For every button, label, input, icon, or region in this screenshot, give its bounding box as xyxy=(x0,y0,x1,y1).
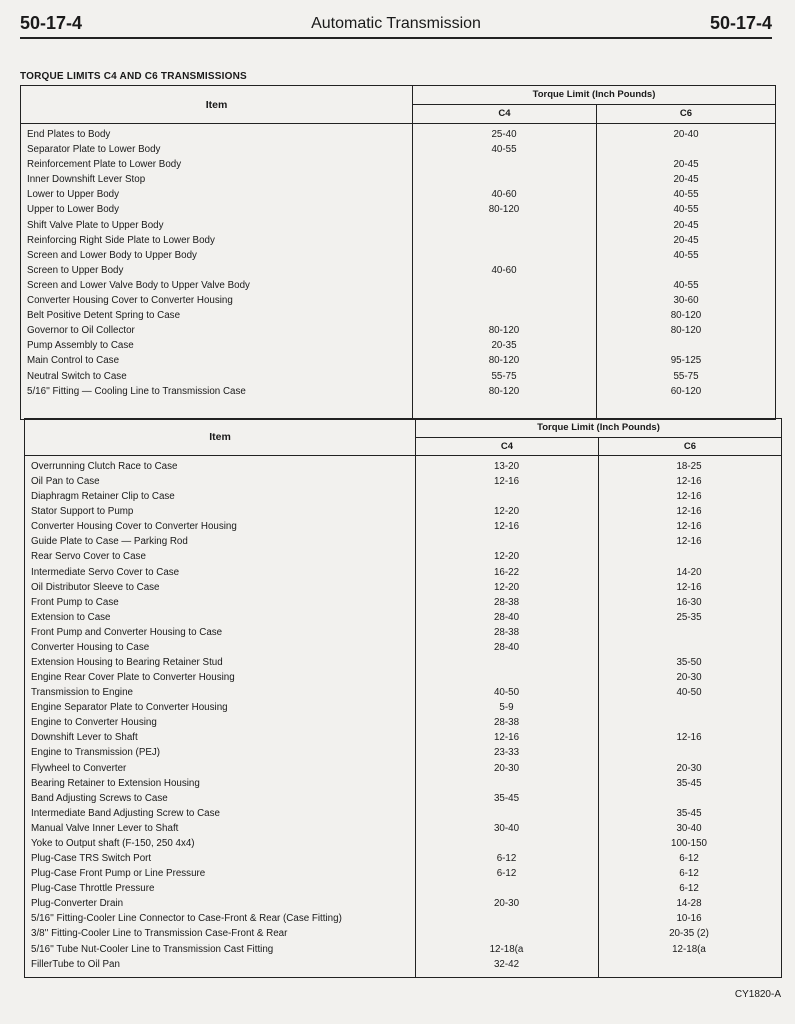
item-label: Engine Separator Plate to Converter Housing xyxy=(31,702,228,714)
item-label: Engine to Converter Housing xyxy=(31,717,157,729)
item-label: Screen and Lower Valve Body to Upper Valve Body xyxy=(27,279,250,291)
item-label: Upper to Lower Body xyxy=(27,204,120,216)
c4-value: 13-20 xyxy=(493,461,520,472)
c6-value: 12-18(a xyxy=(672,943,706,955)
table-row xyxy=(21,129,775,144)
table-row xyxy=(25,732,781,747)
c6-value: 100-150 xyxy=(671,837,707,849)
item-label: 5/16'' Tube Nut-Cooler Line to Transmission Cast Fitting xyxy=(31,943,274,955)
item-label: Lower to Upper Body xyxy=(27,189,120,201)
c4-value: 25-40 xyxy=(491,129,517,140)
table-row xyxy=(21,235,775,250)
item-label: Converter Housing Cover to Converter Housing xyxy=(27,295,233,307)
item-column-header: Item xyxy=(25,419,416,456)
table-row xyxy=(21,174,775,189)
item-label: 5/16'' Fitting-Cooler Line Connector to Case-Front & Rear (Case Fitting) xyxy=(31,913,342,925)
c6-value: 30-40 xyxy=(676,822,702,834)
table-row xyxy=(25,672,781,687)
table-row xyxy=(25,808,781,823)
table-row xyxy=(25,627,781,642)
table-row xyxy=(25,853,781,868)
c6-value: 12-16 xyxy=(676,581,702,593)
c4-column-header: C4 xyxy=(416,438,598,456)
item-label: Bearing Retainer to Extension Housing xyxy=(31,777,200,789)
table-row xyxy=(25,476,781,491)
table-row xyxy=(25,612,781,627)
table-row xyxy=(25,717,781,732)
c6-value: 20-45 xyxy=(673,159,699,171)
c4-value: 12-20 xyxy=(493,551,520,563)
c6-value: 20-30 xyxy=(676,762,702,774)
item-label: Belt Positive Detent Spring to Case xyxy=(27,310,181,322)
table-row xyxy=(25,551,781,566)
table-row xyxy=(21,340,775,355)
torque-limit-header: Torque Limit (Inch Pounds) xyxy=(416,419,781,438)
c4-value: 28-38 xyxy=(493,596,520,608)
item-label: Transmission to Engine xyxy=(31,687,134,699)
item-label: Yoke to Output shaft (F-150, 250 4x4) xyxy=(31,837,195,849)
c4-value: 5-9 xyxy=(499,702,514,714)
item-label: Diaphragm Retainer Clip to Case xyxy=(31,491,175,503)
table-row xyxy=(21,204,775,219)
c6-value: 6-12 xyxy=(679,853,699,865)
c6-value: 55-75 xyxy=(673,370,699,382)
table-row xyxy=(21,386,775,401)
c4-value: 28-38 xyxy=(493,626,520,638)
table-row xyxy=(25,491,781,506)
c6-value: 35-45 xyxy=(676,807,702,819)
item-label: Converter Housing Cover to Converter Housing xyxy=(31,521,237,533)
item-label: 3/8'' Fitting-Cooler Line to Transmission Case-Front & Rear xyxy=(31,928,288,940)
item-label: Plug-Case Front Pump or Line Pressure xyxy=(31,868,206,880)
table-row xyxy=(25,582,781,597)
table-row xyxy=(25,823,781,838)
table-row xyxy=(21,159,775,174)
item-label: Front Pump and Converter Housing to Case xyxy=(31,626,223,638)
table-row xyxy=(25,883,781,898)
c6-value: 40-55 xyxy=(673,204,699,216)
item-label: Separator Plate to Lower Body xyxy=(27,144,161,156)
c4-value: 40-50 xyxy=(493,687,520,699)
item-label: Neutral Switch to Case xyxy=(27,370,127,382)
item-label: Converter Housing to Case xyxy=(31,641,150,653)
item-label: Reinforcing Right Side Plate to Lower Body xyxy=(27,234,215,246)
c4-value: 80-120 xyxy=(488,385,520,397)
table-row xyxy=(25,506,781,521)
table-row xyxy=(25,868,781,883)
c4-value: 12-16 xyxy=(493,732,520,744)
c6-value: 12-16 xyxy=(676,521,702,533)
item-label: Engine Rear Cover Plate to Converter Housing xyxy=(31,672,235,684)
item-label: Rear Servo Cover to Case xyxy=(31,551,146,563)
c6-value: 14-20 xyxy=(676,566,702,578)
item-label: Extension to Case xyxy=(31,611,111,623)
table-caption: TORQUE LIMITS C4 AND C6 TRANSMISSIONS xyxy=(20,71,247,82)
item-label: Stator Support to Pump xyxy=(31,506,134,518)
table-row xyxy=(25,944,781,959)
c6-value: 20-45 xyxy=(673,174,699,186)
item-label: Front Pump to Case xyxy=(31,596,119,608)
c4-value: 40-60 xyxy=(491,189,517,201)
c4-value: 12-16 xyxy=(493,521,520,533)
c6-value: 40-55 xyxy=(673,279,699,291)
table-row xyxy=(21,295,775,310)
item-column-header: Item xyxy=(21,86,413,124)
item-label: Plug-Case TRS Switch Port xyxy=(31,853,152,865)
item-label: Screen and Lower Body to Upper Body xyxy=(27,249,197,261)
table-row xyxy=(21,371,775,386)
c6-value: 20-40 xyxy=(673,129,699,140)
table-row xyxy=(25,567,781,582)
page-number-left: 50-17-4 xyxy=(20,13,83,33)
c6-value: 80-120 xyxy=(670,325,702,337)
item-label: End Plates to Body xyxy=(27,129,111,140)
page-header xyxy=(20,10,772,40)
item-label: FillerTube to Oil Pan xyxy=(31,958,120,970)
torque-limit-header: Torque Limit (Inch Pounds) xyxy=(413,86,775,105)
table-row xyxy=(25,778,781,793)
c6-value: 18-25 xyxy=(676,461,702,472)
c4-column-header: C4 xyxy=(413,105,596,124)
table-row xyxy=(21,355,775,370)
c4-value: 16-22 xyxy=(493,566,520,578)
page-number-right: 50-17-4 xyxy=(709,13,772,33)
table-row xyxy=(25,838,781,853)
item-label: Oil Distributor Sleeve to Case xyxy=(31,581,160,593)
item-label: Plug-Converter Drain xyxy=(31,898,124,910)
c4-value: 20-30 xyxy=(493,762,520,774)
table-row xyxy=(25,687,781,702)
c4-value: 28-40 xyxy=(493,641,520,653)
c6-value: 95-125 xyxy=(670,355,702,367)
c4-value: 23-33 xyxy=(493,747,520,759)
item-label: Plug-Case Throttle Pressure xyxy=(31,883,155,895)
c6-value: 60-120 xyxy=(670,385,702,397)
item-label: Downshift Lever to Shaft xyxy=(31,732,138,744)
table-row xyxy=(25,597,781,612)
c6-value: 12-16 xyxy=(676,506,702,518)
table-row xyxy=(25,536,781,551)
item-label: Screen to Upper Body xyxy=(27,264,124,276)
table-row xyxy=(25,657,781,672)
table-1-body xyxy=(21,129,775,401)
item-label: Band Adjusting Screws to Case xyxy=(31,792,168,804)
table-row xyxy=(25,913,781,928)
c4-value: 30-40 xyxy=(493,822,520,834)
table-row xyxy=(21,265,775,280)
c4-value: 28-40 xyxy=(493,611,520,623)
c4-value: 80-120 xyxy=(488,204,520,216)
c6-value: 40-55 xyxy=(673,189,699,201)
c6-value: 6-12 xyxy=(679,868,699,880)
c4-value: 80-120 xyxy=(488,355,520,367)
c6-value: 20-45 xyxy=(673,234,699,246)
c6-value: 40-50 xyxy=(676,687,702,699)
table-row xyxy=(25,521,781,536)
c6-value: 14-28 xyxy=(676,898,702,910)
c6-column-header: C6 xyxy=(599,438,781,456)
c4-value: 6-12 xyxy=(496,853,517,865)
table-row xyxy=(21,144,775,159)
table-row xyxy=(25,928,781,943)
c4-value: 40-55 xyxy=(491,144,517,156)
c4-value: 12-20 xyxy=(493,581,520,593)
c4-value: 80-120 xyxy=(488,325,520,337)
c4-value: 6-12 xyxy=(496,868,517,880)
table-row xyxy=(25,461,781,476)
c6-value: 40-55 xyxy=(673,249,699,261)
c4-value: 55-75 xyxy=(491,370,517,382)
c6-value: 30-60 xyxy=(673,295,699,307)
table-row xyxy=(21,325,775,340)
item-label: Extension Housing to Bearing Retainer Stud xyxy=(31,657,223,669)
item-label: Guide Plate to Case — Parking Rod xyxy=(31,536,188,548)
table-row xyxy=(25,747,781,762)
c6-value: 25-35 xyxy=(676,611,702,623)
table-row xyxy=(25,898,781,913)
c4-value: 12-20 xyxy=(493,506,520,518)
item-label: Oil Pan to Case xyxy=(31,476,100,488)
c6-value: 12-16 xyxy=(676,476,702,488)
item-label: Intermediate Servo Cover to Case xyxy=(31,566,180,578)
table-row xyxy=(21,189,775,204)
c6-value: 12-16 xyxy=(676,491,702,503)
torque-table-1 xyxy=(20,85,776,420)
c4-value: 40-60 xyxy=(491,264,517,276)
item-label: Engine to Transmission (PEJ) xyxy=(31,747,161,759)
torque-table-2 xyxy=(24,418,782,978)
c6-value: 20-35 (2) xyxy=(669,928,709,940)
table-row xyxy=(25,642,781,657)
c4-value: 35-45 xyxy=(493,792,520,804)
c6-value: 6-12 xyxy=(679,883,699,895)
table-row xyxy=(25,793,781,808)
item-label: Pump Assembly to Case xyxy=(27,340,134,352)
item-label: Inner Downshift Lever Stop xyxy=(27,174,146,186)
table-row xyxy=(21,280,775,295)
figure-code: CY1820-A xyxy=(734,989,781,1000)
item-label: Flywheel to Converter xyxy=(31,762,127,774)
item-label: 5/16'' Fitting — Cooling Line to Transmission Case xyxy=(27,385,246,397)
table-row xyxy=(21,220,775,235)
c6-value: 16-30 xyxy=(676,596,702,608)
item-label: Governor to Oil Collector xyxy=(27,325,135,337)
item-label: Manual Valve Inner Lever to Shaft xyxy=(31,822,179,834)
table-row xyxy=(21,250,775,265)
c6-value: 12-16 xyxy=(676,536,702,548)
c4-value: 12-16 xyxy=(493,476,520,488)
c6-value: 10-16 xyxy=(676,913,702,925)
c6-value: 20-45 xyxy=(673,219,699,231)
c6-value: 12-16 xyxy=(676,732,702,744)
table-row xyxy=(25,959,781,974)
c6-value: 20-30 xyxy=(676,672,702,684)
c4-value: 20-35 xyxy=(491,340,517,352)
table-2-body xyxy=(25,461,781,974)
header-rule xyxy=(20,37,772,39)
c4-value: 20-30 xyxy=(493,898,520,910)
c6-column-header: C6 xyxy=(597,105,775,124)
c4-value: 32-42 xyxy=(493,958,520,970)
c6-value: 35-45 xyxy=(676,777,702,789)
c6-value: 35-50 xyxy=(676,657,702,669)
c4-value: 12-18(a xyxy=(489,943,524,955)
c4-value: 28-38 xyxy=(493,717,520,729)
page-title: Automatic Transmission xyxy=(311,15,481,32)
table-row xyxy=(25,702,781,717)
item-label: Overrunning Clutch Race to Case xyxy=(31,461,178,472)
table-row xyxy=(21,310,775,325)
item-label: Intermediate Band Adjusting Screw to Case xyxy=(31,807,220,819)
item-label: Main Control to Case xyxy=(27,355,120,367)
item-label: Reinforcement Plate to Lower Body xyxy=(27,159,182,171)
table-row xyxy=(25,763,781,778)
item-label: Shift Valve Plate to Upper Body xyxy=(27,219,164,231)
c6-value: 80-120 xyxy=(670,310,702,322)
